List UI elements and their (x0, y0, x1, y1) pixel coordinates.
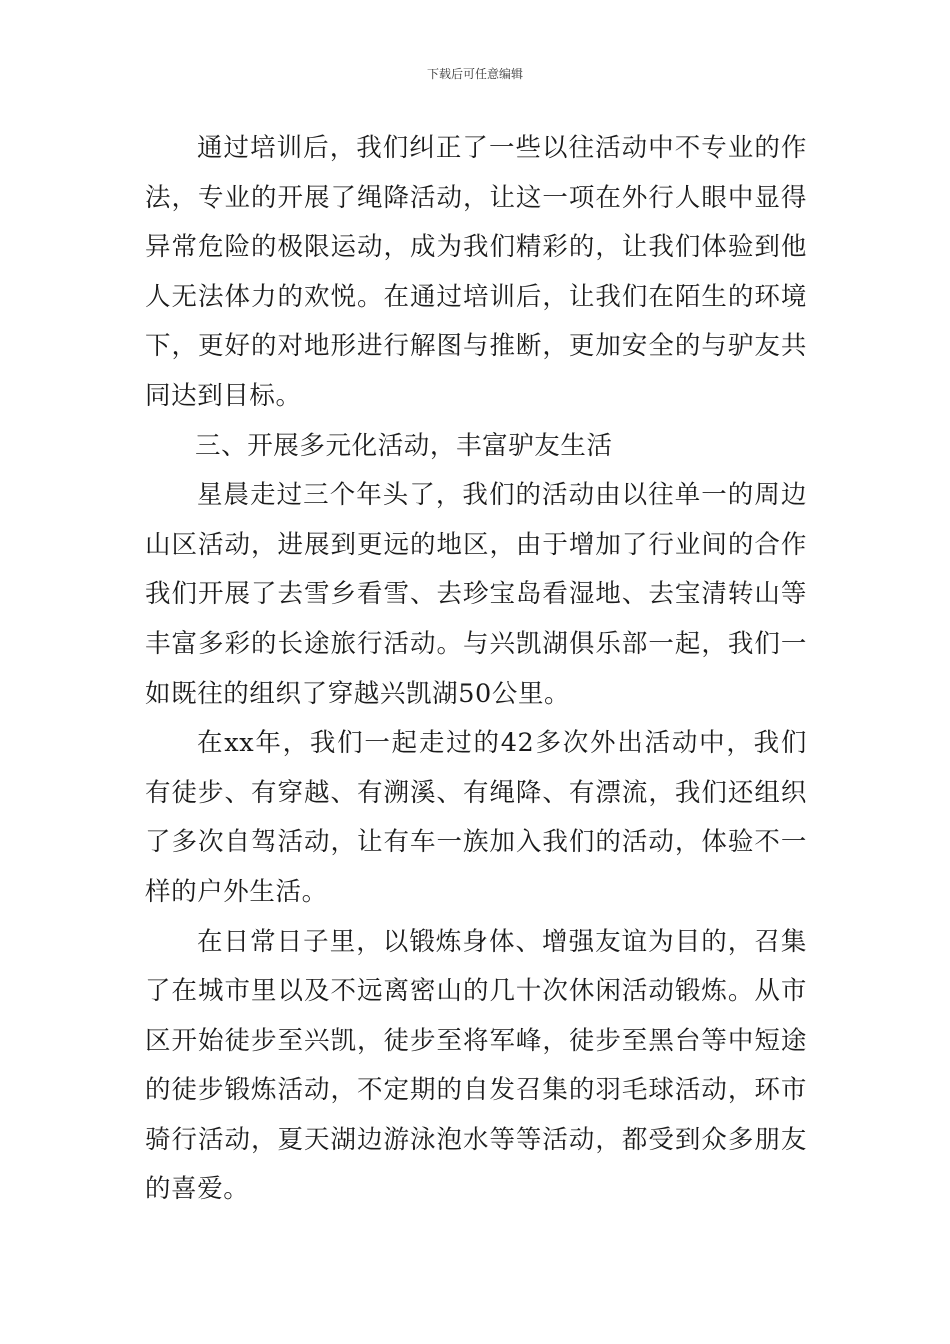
paragraph-training: 通过培训后，我们纠正了一些以往活动中不专业的作法，专业的开展了绳降活动，让这一项在外行人眼中显得异常危险的极限运动，成为我们精彩的，让我们体验到他人无法体力的欢悦。在通过培训后，让我们在陌生的环境下，更好的对地形进行解图与推断，更加安全的与驴友共同达到目标。 (145, 133, 807, 411)
paragraph-outings: 在xx年，我们一起走过的42多次外出活动中，我们有徒步、有穿越、有溯溪、有绳降、有漂流，我们还组织了多次自驾活动，让有车一族加入我们的活动，体验不一样的户外生活。 (145, 728, 807, 907)
paragraph-activities: 星晨走过三个年头了，我们的活动由以往单一的周边山区活动，进展到更远的地区，由于增加了行业间的合作我们开展了去雪乡看雪、去珍宝岛看湿地、去宝清转山等丰富多彩的长途旅行活动。与兴凯湖俱乐部一起，我们一如既往的组织了穿越兴凯湖50公里。 (145, 480, 807, 709)
document-body (145, 124, 807, 1215)
paragraph-daily-life: 在日常日子里，以锻炼身体、增强友谊为目的，召集了在城市里以及不远离密山的几十次休闲活动锻炼。从市区开始徒步至兴凯，徒步至将军峰，徒步至黑台等中短途的徒步锻炼活动，不定期的自发召集的羽毛球活动，环市骑行活动，夏天湖边游泳泡水等等活动，都受到众多朋友的喜爱。 (145, 926, 807, 1205)
page-header: 下载后可任意编辑 (426, 67, 523, 81)
section-heading: 三、开展多元化活动，丰富驴友生活 (195, 430, 613, 461)
